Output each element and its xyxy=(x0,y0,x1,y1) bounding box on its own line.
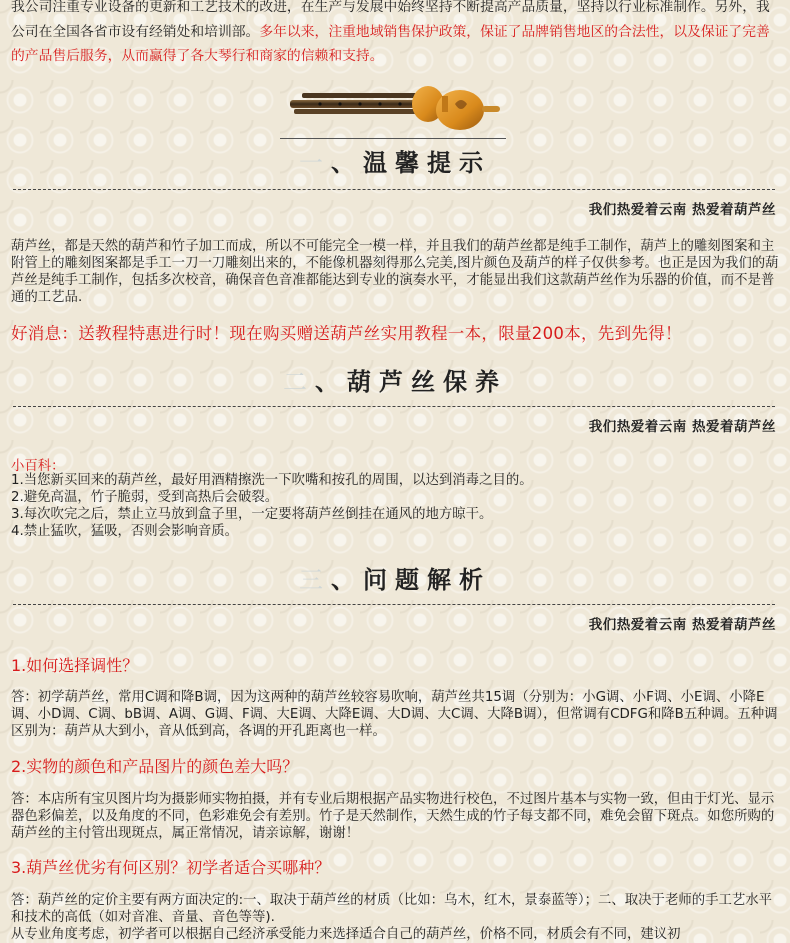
care-tips-list xyxy=(11,472,533,540)
list-item: 3.每次吹完之后，禁止立马放到盒子里，一定要将葫芦丝倒挂在通风的地方晾干。 xyxy=(11,507,493,522)
intro-text-highlight: 多年以来，注重地域销售保护政策，保证了品牌销售地区的合法性，以及保证了完善的产品售后服务，从而赢得了各大琴行和商家的信赖和支持。 xyxy=(11,23,770,64)
slogan-1: 我们热爱着云南 热爱着葫芦丝 xyxy=(588,202,776,218)
list-item: 2.避免高温，竹子脆弱，受到高热后会破裂。 xyxy=(11,490,279,505)
section-heading-3: 、问题解析 xyxy=(331,565,491,594)
section-number-1: 一 xyxy=(299,149,331,177)
dashed-divider-3 xyxy=(13,604,775,605)
slogan-3: 我们热爱着云南 热爱着葫芦丝 xyxy=(588,617,776,633)
dashed-divider-1 xyxy=(13,189,775,190)
faq-question-1: 1.如何选择调性？ xyxy=(11,656,139,675)
section-title-3 xyxy=(0,560,790,595)
faq-answer-3: 答：葫芦丝的定价主要有两方面决定的:一、取决于葫芦丝的材质（比如：乌木，红木，景泰蓝等）；二、取决于老师的手工艺水平和技术的高低（如对音准、音量、音色等等). xyxy=(11,893,773,925)
list-item: 4.禁止猛吹，猛吸，否则会影响音质。 xyxy=(11,524,239,539)
promo-banner: 好消息：送教程特惠进行时！现在购买赠送葫芦丝实用教程一本，限量200本，先到先得！ xyxy=(11,324,682,343)
section-number-3: 三 xyxy=(299,566,331,594)
faq-answer-1: 答：初学葫芦丝，常用C调和降B调，因为这两种的葫芦丝较容易吹响，葫芦丝共15调（分别为：小G调、小F调、小E调、小降E调、小D调、C调、bB调、A调、G调、F调、大E调、大降E调、大D调、大C调、大降B调），但常调有CDFG和降B五种调。五种调区别为：葫芦从大到小，音从低到高，各调的开孔距离也一样。 xyxy=(11,690,778,739)
faq-question-2: 2.实物的颜色和产品图片的颜色差大吗？ xyxy=(11,757,299,776)
faq-answer-3-continued: 从专业角度考虑，初学者可以根据自己经济承受能力来选择适合自己的葫芦丝，价格不同，材质会有不同，建议初 xyxy=(11,927,681,942)
dashed-divider-2 xyxy=(13,406,775,407)
section-heading-1: 、温馨提示 xyxy=(331,148,491,177)
section-number-2: 二 xyxy=(283,368,315,396)
faq-question-3: 3.葫芦丝优劣有何区别？初学者适合买哪种？ xyxy=(11,858,331,877)
section-title-1 xyxy=(0,143,790,178)
tips-paragraph: 葫芦丝，都是天然的葫芦和竹子加工而成，所以不可能完全一模一样，并且我们的葫芦丝都是纯手工制作，葫芦上的雕刻图案和主附管上的雕刻图案都是手工一刀一刀雕刻出来的，不能像机器刻得那么完美,图片颜色及葫芦的样子仅供参考。也正是因为我们的葫芦丝是纯手工制作，包括多次校音，确保音色音准都能达到专业的演奏水平，才能显出我们这款葫芦丝作为乐器的价值，而不是普通的工艺品. xyxy=(11,239,779,305)
faq-answer-2: 答：本店所有宝贝图片均为摄影师实物拍摄，并有专业后期根据产品实物进行校色，不过图片基本与实物一致，但由于灯光、显示器色彩偏差，以及角度的不同，色彩难免会有差别。竹子是天然制作，天然生成的竹子每支都不同，难免会留下斑点。如您所购的葫芦丝的主付管出现斑点，属正常情况，请亲谅解，谢谢！ xyxy=(11,792,775,841)
tip-label: 小百科： xyxy=(11,459,65,474)
list-item: 1.当您新买回来的葫芦丝，最好用酒精擦洗一下吹嘴和按孔的周围，以达到消毒之目的。 xyxy=(11,473,533,488)
section-title-2 xyxy=(0,362,790,397)
section-heading-2: 、葫芦丝保养 xyxy=(315,367,507,396)
illustration-underline xyxy=(280,138,506,139)
flute-icon xyxy=(280,84,510,140)
slogan-2: 我们热爱着云南 热爱着葫芦丝 xyxy=(588,419,776,435)
intro-paragraph xyxy=(11,0,780,69)
hulusi-illustration xyxy=(280,84,510,140)
intro-text-company: 我公司注重专业设备的更新和工艺技术的改进，在生产与发展中始终坚持不断提高产品质量，坚持以行业标准制作。另外，我公司在全国各省市设有经销处和培训部。 xyxy=(11,0,770,40)
